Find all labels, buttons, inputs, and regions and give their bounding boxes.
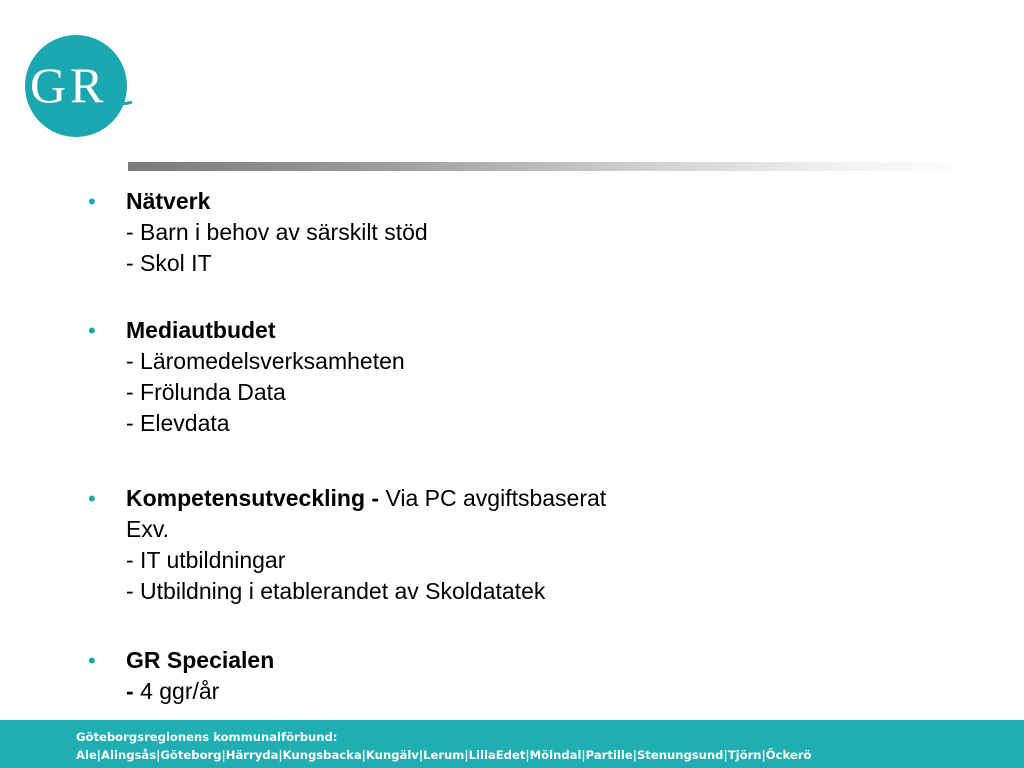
bullet-heading: Nätverk <box>126 188 211 214</box>
bullet-line: - Frölunda Data <box>126 379 286 405</box>
bullet-kompetensutveckling <box>88 483 968 607</box>
bullet-heading-suffix: Via PC avgiftsbaserat <box>385 485 607 511</box>
bullet-line: - IT utbildningar <box>126 547 286 573</box>
bullet-dot-icon: • <box>88 486 96 511</box>
bullet-line: 4 ggr/år <box>140 678 220 704</box>
bullet-line-prefix: - <box>126 678 141 704</box>
bullet-heading: Mediautbudet <box>126 317 276 343</box>
bullet-line: - Utbildning i etablerandet av Skoldatatek <box>126 578 546 604</box>
bullet-dot-icon: • <box>88 189 96 214</box>
footer-bar <box>0 720 1024 768</box>
gr-logo <box>24 34 138 138</box>
gr-logo-graphic <box>24 34 138 138</box>
bullet-line: Exv. <box>126 516 170 542</box>
svg-text:R: R <box>70 57 104 113</box>
svg-text:G: G <box>30 57 67 113</box>
slide-content <box>88 186 968 707</box>
header-divider <box>128 162 976 171</box>
bullet-natverk <box>88 186 968 279</box>
bullet-heading: GR Specialen <box>126 647 275 673</box>
bullet-line: - Elevdata <box>126 410 230 436</box>
bullet-line: - Barn i behov av särskilt stöd <box>126 219 428 245</box>
bullet-line: - Läromedelsverksamheten <box>126 348 405 374</box>
bullet-heading: Kompetensutveckling - <box>126 485 386 511</box>
bullet-dot-icon: • <box>88 318 96 343</box>
bullet-gr-specialen <box>88 645 968 707</box>
bullet-line: - Skol IT <box>126 250 212 276</box>
bullet-dot-icon: • <box>88 648 96 673</box>
footer-title: Göteborgsregionens kommunalförbund: <box>76 730 338 744</box>
footer-municipalities: Ale|Alingsås|Göteborg|Härryda|Kungsbacka|Kungälv|Lerum|LillaEdet|Mölndal|Partille|Stenungsund|Tjörn|Öckerö <box>76 748 812 762</box>
bullet-mediautbudet <box>88 315 968 439</box>
